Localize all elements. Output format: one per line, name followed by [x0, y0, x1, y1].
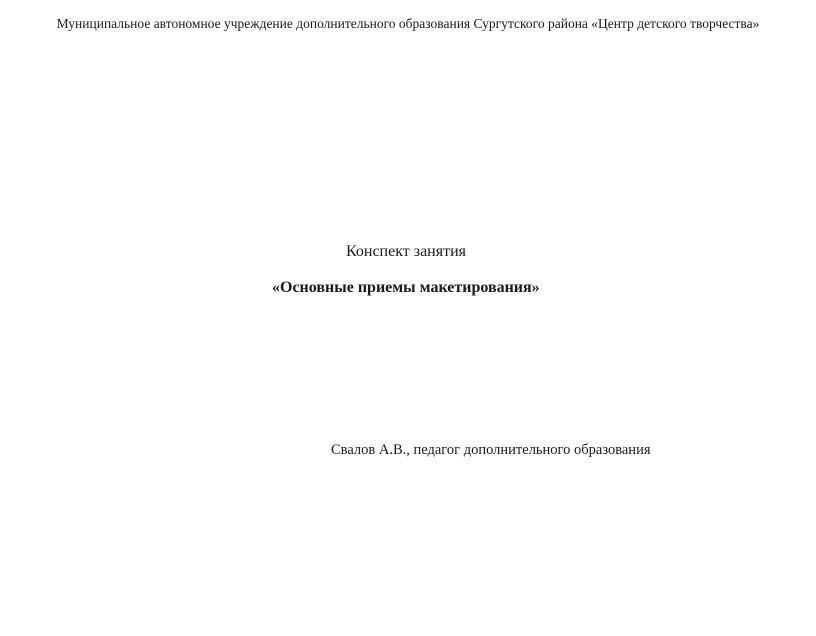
- document-type-label: Конспект занятия: [346, 243, 467, 260]
- author-line: Свалов А.В., педагог дополнительного образования: [331, 442, 651, 458]
- institution-header: Муниципальное автономное учреждение дополнительного образования Сургутского района «Центр детского творчества»: [56, 16, 760, 31]
- document-title: «Основные приемы макетирования»: [272, 279, 540, 296]
